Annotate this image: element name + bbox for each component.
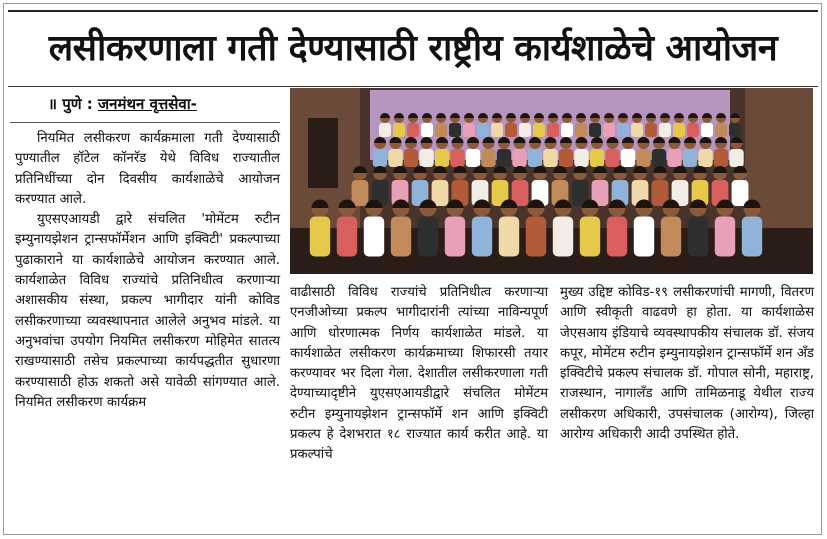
person-body <box>379 123 391 137</box>
person-body <box>404 149 418 167</box>
person-body <box>373 149 387 167</box>
person-body <box>698 149 712 167</box>
person-body <box>561 123 573 137</box>
paragraph: मुख्य उद्दिष्ट कोविड-१९ लसीकरणांची मागणी, वितरण आणि स्वीकृती वाढवणे हा होता. या कार्यशाळेस जेएसआय इंडियाचे व्यवस्थापकीय संचालक डॉ. संजय कपूर, मोमेंटम रुटीन इम्युनायझेशन ट्रान्सफॉर्मे शन अँड इक्विटीचे प्रकल्प संचालक डॉ. गोपाल सोनी, महाराष्ट्र, राजस्थान, नागालँड आणि तामिळनाडू येथील राज्य लसीकरण अधिकारी, उपसंचालक (आरोग्य), जिल्हा आरोग्य अधिकारी आदी उपस्थित होते. <box>560 285 814 443</box>
person-body <box>621 149 635 167</box>
person-body <box>364 217 384 257</box>
person-body <box>407 123 419 137</box>
person-body <box>575 123 587 137</box>
person-body <box>497 149 511 167</box>
person-body <box>505 123 517 137</box>
person-body <box>590 149 604 167</box>
dateline-rule <box>10 122 280 123</box>
person-body <box>732 180 749 206</box>
top-rule <box>8 10 818 12</box>
headline-rule <box>8 86 818 87</box>
person-body <box>499 217 519 257</box>
person-body <box>445 217 465 257</box>
article-column-1 <box>15 129 280 413</box>
person-body <box>491 123 503 137</box>
person-body <box>526 217 546 257</box>
paragraph: नियमित लसीकरण कार्यक्रमाला गती देण्यासाठी पुण्यातील हॉटेल कॉनरॅड येथे विविध राज्यातील प्रतिनिधींच्या दोन दिवसीय कार्यशाळेचे आयोजन करण्यात आले. <box>15 131 280 207</box>
person-body <box>533 123 545 137</box>
person-body <box>477 123 489 137</box>
person-body <box>352 180 369 206</box>
dateline-prefix: ॥ पुणे : <box>48 95 93 113</box>
person-body <box>547 123 559 137</box>
person-body <box>450 149 464 167</box>
person-body <box>432 180 449 206</box>
person-body <box>659 123 671 137</box>
person-body <box>519 123 531 137</box>
person-body <box>580 217 600 257</box>
person-body <box>729 123 741 137</box>
person-body <box>421 123 433 137</box>
person-body <box>393 123 405 137</box>
person-body <box>715 123 727 137</box>
person-body <box>310 217 330 257</box>
article-column-3 <box>560 283 814 445</box>
person-body <box>435 123 447 137</box>
person-body <box>688 217 708 257</box>
person-body <box>683 149 697 167</box>
person-body <box>449 123 461 137</box>
person-body <box>645 123 657 137</box>
person-body <box>667 149 681 167</box>
photo-illustration <box>290 88 813 274</box>
dateline <box>48 93 197 115</box>
person-body <box>715 217 735 257</box>
person-body <box>574 149 588 167</box>
person-body <box>337 217 357 257</box>
article-column-2 <box>290 283 548 466</box>
dateline-source: जनमंथन वृत्तसेवा- <box>98 95 197 113</box>
paragraph: वाढीसाठी विविध राज्यांचे प्रतिनिधीत्व करणाऱ्या एनजीओच्या प्रकल्प भागीदारांनी त्यांच्या नाविन्यपूर्ण आणि धोरणात्मक निर्णय कार्यशाळेत मांडले. या कार्यशाळेत लसीकरण कार्यक्रमाच्या शिफारसी तयार करण्यावर भर दिला गेला. देशातील लसीकरणाला गती देण्याच्यादृष्टीने युएसएआयडीद्वारे संचलित मोमेंटम रुटीन इम्युनायझेशन ट्रान्सफॉर्मे शन आणि इक्विटी प्रकल्प हे देशभरात १८ राज्यात कार्य करीत आहे. या प्रकल्पांचे <box>290 285 548 463</box>
person-body <box>603 123 615 137</box>
person-body <box>661 217 681 257</box>
person-body <box>466 149 480 167</box>
person-body <box>528 149 542 167</box>
person-body <box>701 123 713 137</box>
person-body <box>607 217 627 257</box>
person-body <box>631 123 643 137</box>
person-body <box>714 149 728 167</box>
person-body <box>418 217 438 257</box>
person-body <box>559 149 573 167</box>
person-body <box>463 123 475 137</box>
person-body <box>543 149 557 167</box>
person-body <box>605 149 619 167</box>
person-body <box>472 217 492 257</box>
group-photo <box>290 88 813 274</box>
person-body <box>729 149 743 167</box>
person-body <box>687 123 699 137</box>
person-body <box>617 123 629 137</box>
person-body <box>742 217 762 257</box>
person-body <box>419 149 433 167</box>
article-headline: लसीकरणाला गती देण्यासाठी राष्ट्रीय कार्यशाळेचे आयोजन <box>48 28 778 69</box>
person-body <box>636 149 650 167</box>
paragraph: युएसएआयडी द्वारे संचलित 'मोमेंटम रुटीन इम्युनायझेशन ट्रान्सफॉर्मेशन आणि इक्विटी' प्रकल्पाच्या पुढाकाराने या कार्यशाळेचे आयोजन करण्यात आले. कार्यशाळेत विविध राज्यांचे प्रतिनिधीत्व करणाऱ्या अशासकीय संस्था, प्रकल्प भागीदार यांनी कोविड लसीकरणाच्या व्यवस्थापनात आलेले अनुभव मांडले. या अनुभवांचा उपयोग नियमित लसीकरण मोहिमेत सातत्य राखण्यासाठी तसेच प्रकल्पाच्या कार्यपद्धतीत सुधारणा करण्यासाठी होऊ शकतो असे यावेळी सांगण्यात आले. नियमित लसीकरण कार्यक्रम <box>15 212 280 410</box>
person-body <box>481 149 495 167</box>
person-body <box>391 217 411 257</box>
person-body <box>512 149 526 167</box>
person-body <box>589 123 601 137</box>
person-body <box>652 149 666 167</box>
person-body <box>553 217 573 257</box>
person-body <box>435 149 449 167</box>
person-body <box>388 149 402 167</box>
person-body <box>673 123 685 137</box>
person-body <box>634 217 654 257</box>
